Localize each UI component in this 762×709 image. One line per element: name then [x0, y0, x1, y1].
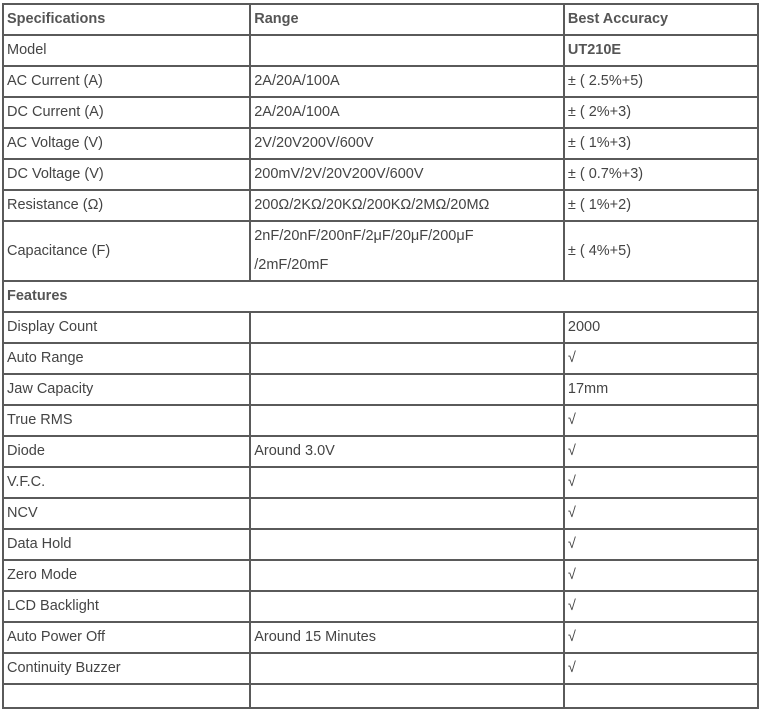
spec-model-value: UT210E [564, 35, 758, 66]
table-row [3, 436, 758, 467]
table-row [3, 467, 758, 498]
table-row [3, 653, 758, 684]
spec-range: 2A/20A/100A [250, 66, 564, 97]
feature-value: √ [564, 653, 758, 684]
spec-range: 2A/20A/100A [250, 97, 564, 128]
spec-range [250, 221, 564, 281]
range-line: 2nF/20nF/200nF/2μF/20μF/200μF [254, 228, 474, 244]
feature-range [250, 498, 564, 529]
empty-cell [250, 684, 564, 708]
spec-accuracy: ± ( 4%+5) [564, 221, 758, 281]
table-row [3, 128, 758, 159]
empty-cell [564, 684, 758, 708]
feature-value: 2000 [564, 312, 758, 343]
feature-name: V.F.C. [3, 467, 250, 498]
header-best-accuracy: Best Accuracy [564, 4, 758, 35]
feature-range [250, 374, 564, 405]
spec-range: 200mV/2V/20V200V/600V [250, 159, 564, 190]
table-row [3, 221, 758, 281]
header-specifications: Specifications [3, 4, 250, 35]
feature-range [250, 560, 564, 591]
feature-range [250, 653, 564, 684]
feature-name: Auto Power Off [3, 622, 250, 653]
table-row [3, 312, 758, 343]
table-row [3, 343, 758, 374]
spec-range: 2V/20V200V/600V [250, 128, 564, 159]
specifications-table [2, 3, 759, 709]
feature-range [250, 312, 564, 343]
feature-range [250, 591, 564, 622]
feature-value: √ [564, 529, 758, 560]
feature-name: Zero Mode [3, 560, 250, 591]
spec-range: 200Ω/2KΩ/20KΩ/200KΩ/2MΩ/20MΩ [250, 190, 564, 221]
table-row [3, 529, 758, 560]
table-row [3, 622, 758, 653]
feature-name: Display Count [3, 312, 250, 343]
header-range: Range [250, 4, 564, 35]
spec-accuracy: ± ( 2.5%+5) [564, 66, 758, 97]
feature-name: True RMS [3, 405, 250, 436]
table-row [3, 190, 758, 221]
table-row [3, 560, 758, 591]
feature-value: √ [564, 560, 758, 591]
spec-name: Capacitance (F) [3, 221, 250, 281]
table-row-partial [3, 684, 758, 708]
empty-cell [3, 684, 250, 708]
spec-name: Model [3, 35, 250, 66]
table-row [3, 159, 758, 190]
feature-name: NCV [3, 498, 250, 529]
feature-range [250, 405, 564, 436]
table-row [3, 498, 758, 529]
features-heading-row [3, 281, 758, 312]
table-row [3, 97, 758, 128]
features-heading: Features [3, 281, 758, 312]
spec-name: DC Current (A) [3, 97, 250, 128]
spec-accuracy: ± ( 2%+3) [564, 97, 758, 128]
spec-name: AC Current (A) [3, 66, 250, 97]
feature-name: Jaw Capacity [3, 374, 250, 405]
feature-range [250, 343, 564, 374]
feature-value: √ [564, 467, 758, 498]
table-row [3, 66, 758, 97]
spec-name: DC Voltage (V) [3, 159, 250, 190]
feature-range: Around 15 Minutes [250, 622, 564, 653]
feature-range [250, 467, 564, 498]
feature-value: √ [564, 343, 758, 374]
spec-name: Resistance (Ω) [3, 190, 250, 221]
feature-value: 17mm [564, 374, 758, 405]
feature-range [250, 529, 564, 560]
feature-range: Around 3.0V [250, 436, 564, 467]
spec-accuracy: ± ( 1%+2) [564, 190, 758, 221]
feature-name: Continuity Buzzer [3, 653, 250, 684]
feature-value: √ [564, 591, 758, 622]
table-row [3, 405, 758, 436]
feature-value: √ [564, 498, 758, 529]
spec-range [250, 35, 564, 66]
spec-accuracy: ± ( 1%+3) [564, 128, 758, 159]
feature-name: Diode [3, 436, 250, 467]
feature-value: √ [564, 436, 758, 467]
feature-name: LCD Backlight [3, 591, 250, 622]
feature-value: √ [564, 622, 758, 653]
table-row [3, 591, 758, 622]
feature-value: √ [564, 405, 758, 436]
spec-accuracy: ± ( 0.7%+3) [564, 159, 758, 190]
feature-name: Auto Range [3, 343, 250, 374]
range-line: /2mF/20mF [254, 257, 329, 273]
table-row [3, 35, 758, 66]
header-row [3, 4, 758, 35]
table-row [3, 374, 758, 405]
feature-name: Data Hold [3, 529, 250, 560]
spec-name: AC Voltage (V) [3, 128, 250, 159]
